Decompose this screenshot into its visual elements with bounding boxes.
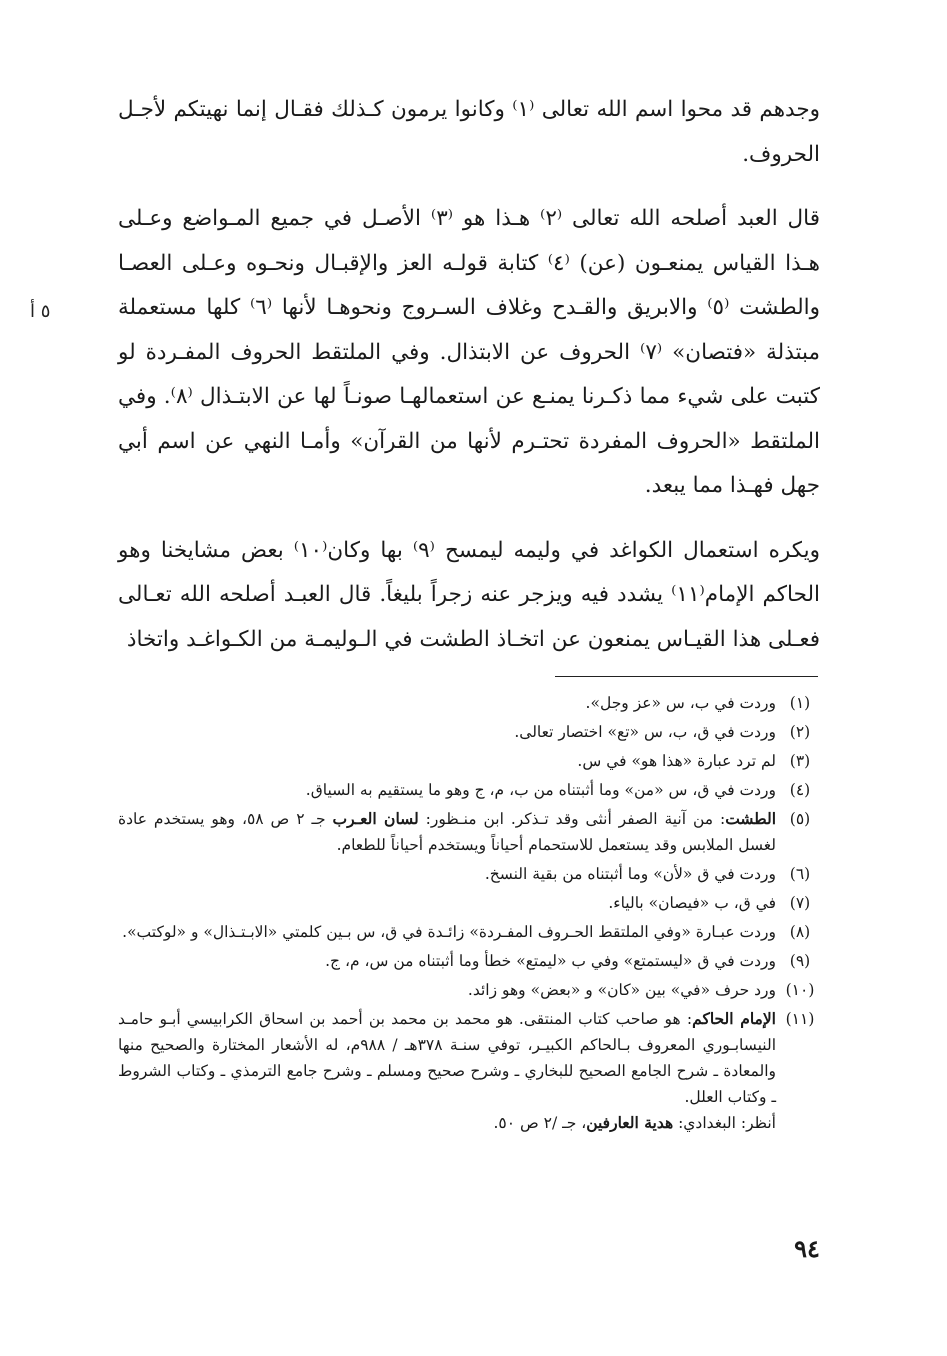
footnote-number: (١): [789, 694, 811, 712]
footnote-text: [118, 977, 776, 1003]
footnote: [118, 948, 824, 974]
footnote: [118, 690, 824, 716]
footnote-line: [118, 777, 776, 803]
footnote-text: [118, 919, 776, 945]
margin-folio-note: ٥ أ: [30, 301, 51, 322]
footnote-line: [118, 890, 776, 916]
footnote: [118, 748, 824, 774]
footnote: [118, 806, 824, 858]
footnote-text: [118, 1006, 776, 1136]
footnote-line: [118, 719, 776, 745]
footnote-term: هدية العارفين: [586, 1113, 674, 1132]
footnote: [118, 861, 824, 887]
footnotes: [118, 690, 824, 1139]
footnote-text-part: لم ترد عبارة «هذا هو» في س.: [577, 752, 776, 770]
footnote-line: [118, 919, 776, 945]
footnote-text-part: وردت عبـارة «وفي الملتقط الحـروف المفـردة» زائـدة في ق، س بـين كلمتي «الابـتـذال» و «لوكتب».: [122, 923, 776, 941]
footnote-term: الإمام الحاكم: [692, 1009, 776, 1028]
footnote-text-part: ورد حرف «في» بين «كان» و «بعض» وهو زائد.: [467, 981, 776, 999]
footnote-number: (٨): [789, 923, 811, 941]
footnote-number: (٤): [789, 781, 811, 799]
footnote-line: [118, 690, 776, 716]
footnote-text-part: جـ ٢ ص ٥٨، وهو يستخدم عادة لغسل الملابس وقد يستعمل للاستحمام أحياناً ويستخدم أحياناً للطعام.: [118, 810, 776, 854]
footnote: [118, 719, 824, 745]
footnote-text: [118, 890, 776, 916]
paragraph: وجدهم قد محوا اسم الله تعالى ⁽١⁾ وكانوا يرمون كـذلك فقـال إنما نهيتكم لأجـل الحروف.: [118, 97, 820, 167]
footnote-text-part: أنظر: البغدادي:: [673, 1114, 776, 1132]
footnote-line: [118, 977, 776, 1003]
page-number: ٩٤: [794, 1234, 820, 1263]
footnote-text: [118, 806, 776, 858]
footnote-term: لسان العـرب: [332, 809, 419, 828]
footnote: [118, 777, 824, 803]
footnote-text-part: : هو صاحب كتاب المنتقى. هو محمد بن محمد بن أحمد بن اسحاق الكرابيسي أبـو حامـد النيسابـوري المعروف بـالحاكم الكبيـر، توفي سنـة ٣٧٨هـ / ٩٨٨م، له الأشعار المختارة والصحيح منها والمعادة ـ شرح الجامع الصحيح للبخاري ـ وشرح صحيح ومسلم ـ وشرح جامع الترمذي ـ وكتاب الشروط ـ وكتاب العلل.: [118, 1010, 776, 1106]
footnote-text-part: وردت في ق «لأن» وما أثبتناه من بقية النسخ.: [484, 865, 776, 883]
footnote-number: (٣): [789, 752, 811, 770]
footnote-text: [118, 690, 776, 716]
footnote-text-part: ، جـ /٢ ص ٥٠.: [493, 1114, 587, 1132]
footnote-text-part: وردت في ق، س «من» وما أثبتناه من ب، م، ج وهو ما يستقيم به السياق.: [305, 781, 776, 799]
footnote-line: [118, 806, 776, 858]
footnote-number: (٢): [789, 723, 811, 741]
footnote-number: (٩): [789, 952, 811, 970]
footnote-text: [118, 777, 776, 803]
footnote-text-part: في ق، ب «فيصان» بالياء.: [608, 894, 776, 912]
footnote-text-part: وردت في ب، س «عز وجل».: [585, 694, 776, 712]
footnote-line: [118, 748, 776, 774]
paragraph: قال العبد أصلحه الله تعالى ⁽٢⁾ هـذا هو ⁽٣⁾ الأصـل في جميع المـواضع وعـلى هـذا القياس يمنعـون (عن) ⁽٤⁾ كتابة قولـه العز والإقبـال ونحـوه وعـلى العصـا والطشت ⁽٥⁾ والابريق والقـدح وغلاف السـروج ونحوهـا لأنها ⁽٦⁾ كلها مستعملة مبتذلة «فتصان» ⁽٧⁾ الحروف عن الابتذال. وفي الملتقط الحروف المفـردة لو كتبت على شيء مما ذكـرنا يمنـع عن استعمالهـا صونـاً لها عن الابتـذال ⁽٨⁾. وفي الملتقط «الحروف المفردة تحتـرم لأنها من القرآن» وأمـا النهي عن اسم أبي جهل فهـذا مما يبعد.: [118, 206, 821, 498]
footnote-number: (٥): [789, 810, 811, 828]
footnote-text-part: وردت في ق، ب، س «تع» اختصار تعالى.: [514, 723, 776, 741]
footnote-text: [118, 748, 776, 774]
paragraph: ويكره استعمال الكواغد في وليمه ليمسح ⁽٩⁾ بها وكان⁽١٠⁾ بعض مشايخنا وهو الحاكم الإمام⁽١١⁾ يشدد فيه ويزجر عنه زجراً بليغاً. قال العبـد أصلحه الله تعـالى فعـلى هذا القيـاس يمنعون عن اتخـاذ الطشت في الـوليمـة من الكـواغـد واتخاذ: [118, 537, 820, 652]
footnote-text: [118, 719, 776, 745]
footnote: [118, 1006, 824, 1136]
footnote-number: (٧): [789, 894, 811, 912]
footnote-line: [118, 1006, 776, 1110]
footnote-term: الطشت: [725, 809, 776, 828]
footnote-number: (٦): [789, 865, 811, 883]
footnote: [118, 977, 824, 1003]
footnote-text-part: وردت في ق «ليستمتع» وفي ب «ليمتع» خطأ وما أثبتناه من س، م، ج.: [325, 952, 776, 970]
footnote-reference-line: [118, 1110, 776, 1136]
footnote-number: (١١): [785, 1010, 815, 1028]
footnote: [118, 919, 824, 945]
footnote-text: [118, 861, 776, 887]
main-text: [118, 88, 820, 662]
footnote-line: [118, 861, 776, 887]
footnote: [118, 890, 824, 916]
footnote-separator: [555, 676, 818, 677]
footnote-text-part: : من آنية الصفر أنثى وقد تـذكر. ابن منـظور:: [418, 810, 726, 828]
footnote-number: (١٠): [785, 981, 815, 999]
footnote-line: [118, 948, 776, 974]
footnote-text: [118, 948, 776, 974]
